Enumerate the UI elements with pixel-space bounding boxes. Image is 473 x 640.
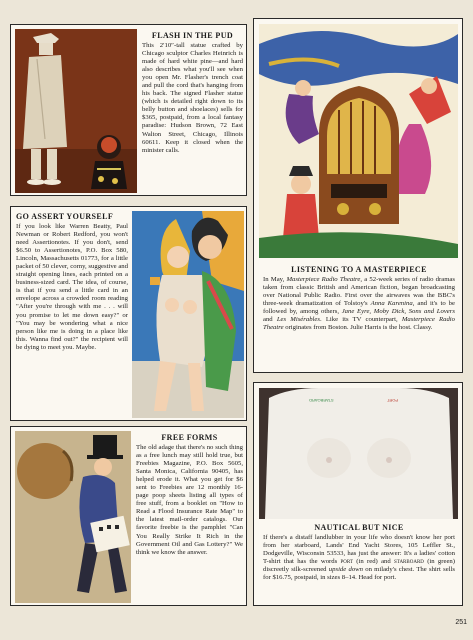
forms-body: The old adage that there's no such thing as a free lunch may still hold true, but Freebies Magazine, P.O. Box 5605, Santa Monica, California 90405, has helped erode it. What you get for $6 sent to Freebies are 12 monthly 16-page poop sheets listing all types of free stuff, from a booklet on "How to Read a Flood Insurance Rate Map" to the latest mail-order catalogs. Our favorite freebie is the pamphlet "Can You Really Strike It Rich in the Government Oil and Gas Lottery?" We think we know the answer. <box>136 444 243 556</box>
assert-title: GO ASSERT YOURSELF <box>16 212 114 221</box>
flash-title: FLASH IN THE PUD <box>151 31 234 40</box>
flasher-statue-photo <box>15 29 137 193</box>
nautical-body: If there's a distaff landlubber in your life who doesn't know her port from her starboard, Lands' End Yacht Stores, 105 Leffler St., Dodgeville, Wisconsin 53533, has just the answer: It's a ladies' cotton T-shirt that has the words port (in red) and starboard (in green) discreetly silk-screened upside down on milady's chest. The shirt sells for $16.75, postpaid, in sizes 8–14. Head for port. <box>263 534 455 582</box>
shirt-text-port: PORT <box>387 398 399 403</box>
radio-title: LISTENING TO A MASTERPIECE <box>291 265 427 274</box>
shirt-text-starboard: STARBOARD <box>309 398 334 403</box>
nautical-title: NAUTICAL BUT NICE <box>314 523 404 532</box>
article-nautical-but-nice <box>253 382 463 606</box>
radio-illustration <box>259 24 458 258</box>
forms-title: FREE FORMS <box>161 433 218 442</box>
article-go-assert-yourself <box>10 206 247 421</box>
freebies-illustration <box>15 431 131 603</box>
article-free-forms <box>10 426 247 606</box>
article-listening-to-a-masterpiece <box>253 18 463 373</box>
assert-illustration <box>132 211 244 418</box>
article-flash-in-the-pud <box>10 24 247 196</box>
radio-body: In May, Masterpiece Radio Theatre, a 52-week series of radio dramas taken from classic British and American fiction, began broadcasting over National Public Radio. First over the airwaves was the BBC's three-week dramatization of Tolstoy's Anna Karenina, and it's to be followed by, among others, Jane Eyre, Moby Dick, Sons and Lovers and Les Misérables. Like its TV counterpart, Masterpiece Radio Theatre originates from Boston. Julie Harris is the host. Classy. <box>263 276 455 332</box>
page-number: 251 <box>455 619 467 626</box>
tshirt-photo <box>259 388 458 519</box>
flash-body: This 2′10″-tall statue crafted by Chicago sculptor Charles Heinrich is made of hard white pine—and hard also describes what you'll see when you open Mr. Flasher's trench coat and pull the cord that's hanging from his back. The signed Flasher statue (which is detailed right down to its belly button and shoelaces) sells for $365, postpaid, from a local fantasy paradise: Hudson Brown, 72 East Walton Street, Chicago, Illinois 60611. Keep it closed when the minister calls. <box>142 42 243 154</box>
flash-text <box>142 31 243 193</box>
assert-body: If you look like Warren Beatty, Paul Newman or Robert Redford, you won't need Assertionotes. If you don't, send $6.50 to Assertionotes, P.O. Box 580, Lincoln, Massachusetts 01773, for a little packet of 50 clever, corny, suggestive and straight opening lines, each printed on a business-sized card. The idea, of course, is that if you send a little card in an envelope across a crowded room reading "After you're through with me . . . will you promise to let me down easy?" or "You may be wondering what a nice person like me is doing in a place like this. Wanna find out?" the recipient will be dying to meet you. Maybe. <box>16 223 128 351</box>
forms-text <box>136 433 243 603</box>
radio-text <box>263 265 455 371</box>
assert-text <box>16 212 128 417</box>
nautical-text <box>263 523 455 603</box>
